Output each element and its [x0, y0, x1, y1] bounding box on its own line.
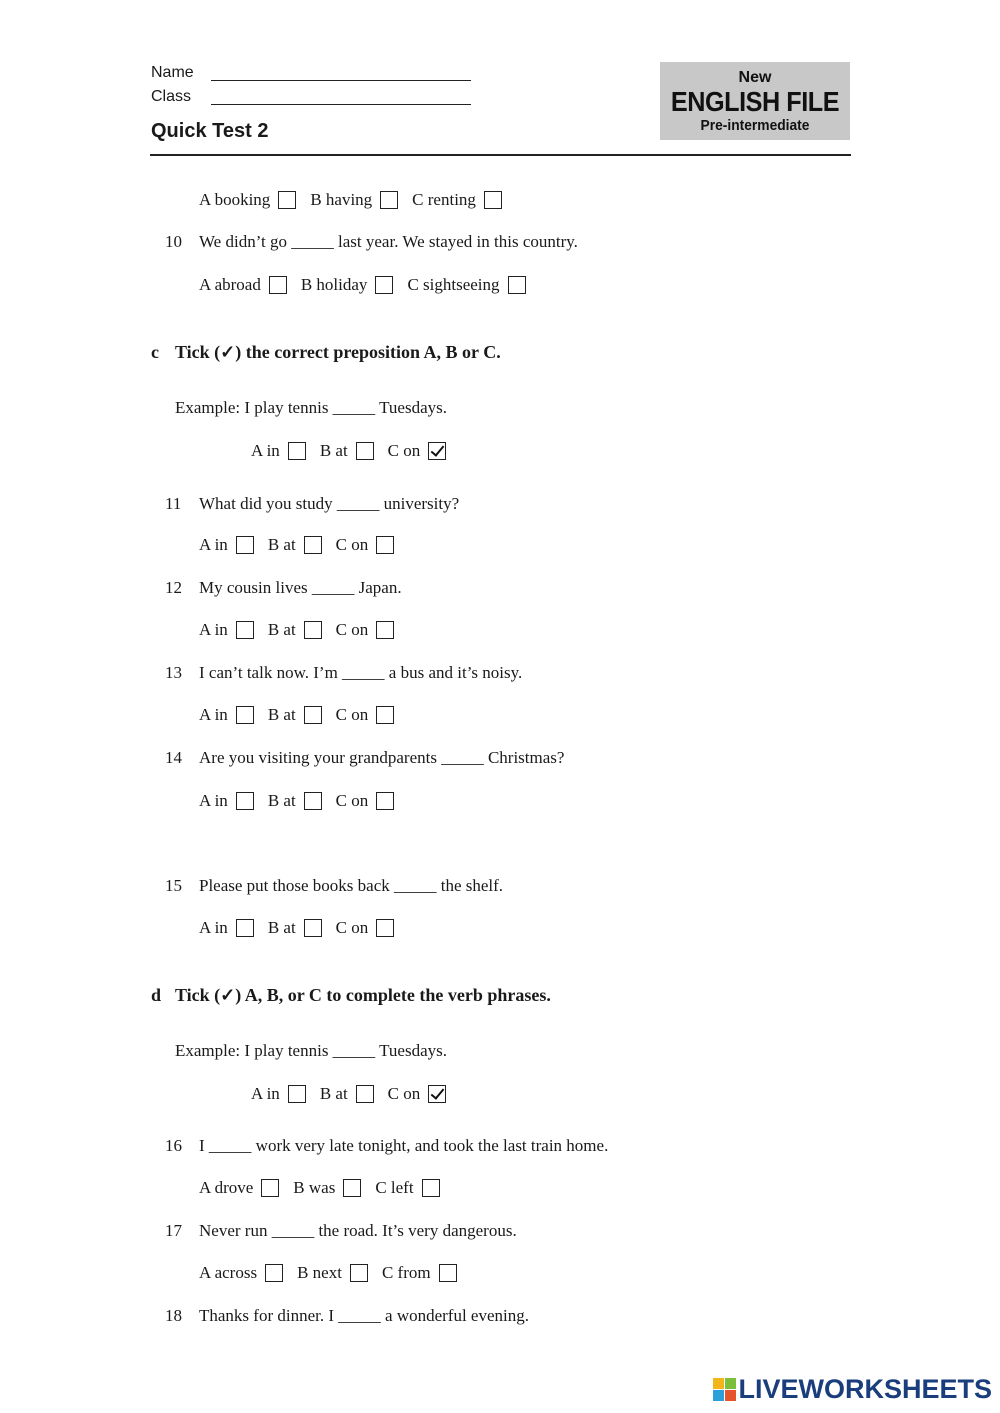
q10-checkbox-b[interactable] [375, 276, 393, 294]
q12-options: A in B at C on [199, 620, 408, 640]
section-c-example: Example: I play tennis _____ Tuesdays. [175, 398, 447, 417]
q12-text: 12 My cousin lives _____ Japan. [165, 578, 402, 597]
q17-checkbox-a[interactable] [265, 1264, 283, 1282]
q13-checkbox-a[interactable] [236, 706, 254, 724]
section-c-heading: c Tick (✓) the correct preposition A, B or C. [151, 342, 501, 362]
q16-checkbox-b[interactable] [343, 1179, 361, 1197]
q17-text: 17 Never run _____ the road. It’s very dangerous. [165, 1221, 517, 1240]
q15-text: 15 Please put those books back _____ the shelf. [165, 876, 504, 895]
q16-checkbox-a[interactable] [261, 1179, 279, 1197]
q14-checkbox-a[interactable] [236, 792, 254, 810]
q9-checkbox-a[interactable] [278, 191, 296, 209]
q18-text: 18 Thanks for dinner. I _____ a wonderful evening. [165, 1306, 529, 1325]
q14-text: 14 Are you visiting your grandparents _____ Christmas? [165, 748, 565, 767]
q13-text: 13 I can’t talk now. I’m _____ a bus and it’s noisy. [165, 663, 523, 682]
q9-options [199, 190, 516, 210]
q14-checkbox-b[interactable] [304, 792, 322, 810]
english-file-logo [660, 62, 850, 140]
q11-checkbox-b[interactable] [304, 536, 322, 554]
name-field[interactable] [211, 80, 471, 81]
section-d-example: Example: I play tennis _____ Tuesdays. [175, 1041, 447, 1060]
q13-checkbox-b[interactable] [304, 706, 322, 724]
logo-line-level: Pre-intermediate [700, 117, 810, 134]
q12-checkbox-a[interactable] [236, 621, 254, 639]
q16-checkbox-c[interactable] [422, 1179, 440, 1197]
page-title: Quick Test 2 [151, 120, 269, 142]
q10-text: 10 We didn’t go _____ last year. We stayed in this country. [165, 232, 578, 251]
example-c-checkbox-a [288, 442, 306, 460]
q9-checkbox-b[interactable] [380, 191, 398, 209]
q9-option-b: B having [310, 190, 398, 210]
q12-checkbox-c[interactable] [376, 621, 394, 639]
q10-checkbox-c[interactable] [508, 276, 526, 294]
q14-checkbox-c[interactable] [376, 792, 394, 810]
section-d-example-options: A in B at C on [251, 1084, 460, 1104]
liveworksheets-logo [713, 1374, 992, 1405]
q10-option-a: A abroad [199, 275, 287, 295]
section-d-heading: d Tick (✓) A, B, or C to complete the verb phrases. [151, 985, 551, 1005]
class-field[interactable] [211, 104, 471, 105]
q13-checkbox-c[interactable] [376, 706, 394, 724]
example-d-checkbox-c-checked [428, 1085, 446, 1103]
liveworksheets-brand-text: LIVEWORKSHEETS [738, 1374, 992, 1404]
q10-option-b: B holiday [301, 275, 394, 295]
q11-text: 11 What did you study _____ university? [165, 494, 460, 513]
q15-options: A in B at C on [199, 918, 408, 938]
q17-checkbox-b[interactable] [350, 1264, 368, 1282]
q10-checkbox-a[interactable] [269, 276, 287, 294]
q17-options: A across B next C from [199, 1263, 471, 1283]
q16-text: 16 I _____ work very late tonight, and took the last train home. [165, 1136, 609, 1155]
logo-line-new: New [738, 69, 772, 86]
class-label: Class [151, 88, 192, 105]
section-c-example-options: A in B at C on [251, 441, 460, 461]
q9-option-a: A booking [199, 190, 296, 210]
example-d-checkbox-a [288, 1085, 306, 1103]
q15-checkbox-a[interactable] [236, 919, 254, 937]
q9-option-c: C renting [412, 190, 502, 210]
q10-options [199, 275, 540, 295]
logo-line-english-file: ENGLISH FILE [670, 86, 840, 117]
header-divider [150, 154, 851, 156]
q16-options: A drove B was C left [199, 1178, 454, 1198]
liveworksheets-icon [713, 1378, 736, 1401]
example-c-checkbox-b [356, 442, 374, 460]
example-d-checkbox-b [356, 1085, 374, 1103]
q12-checkbox-b[interactable] [304, 621, 322, 639]
q15-checkbox-c[interactable] [376, 919, 394, 937]
q11-checkbox-a[interactable] [236, 536, 254, 554]
q17-checkbox-c[interactable] [439, 1264, 457, 1282]
q10-option-c: C sightseeing [407, 275, 525, 295]
q9-checkbox-c[interactable] [484, 191, 502, 209]
q15-checkbox-b[interactable] [304, 919, 322, 937]
example-c-checkbox-c-checked [428, 442, 446, 460]
q14-options: A in B at C on [199, 791, 408, 811]
name-label: Name [151, 64, 194, 81]
q11-checkbox-c[interactable] [376, 536, 394, 554]
q13-options: A in B at C on [199, 705, 408, 725]
q11-options: A in B at C on [199, 535, 408, 555]
